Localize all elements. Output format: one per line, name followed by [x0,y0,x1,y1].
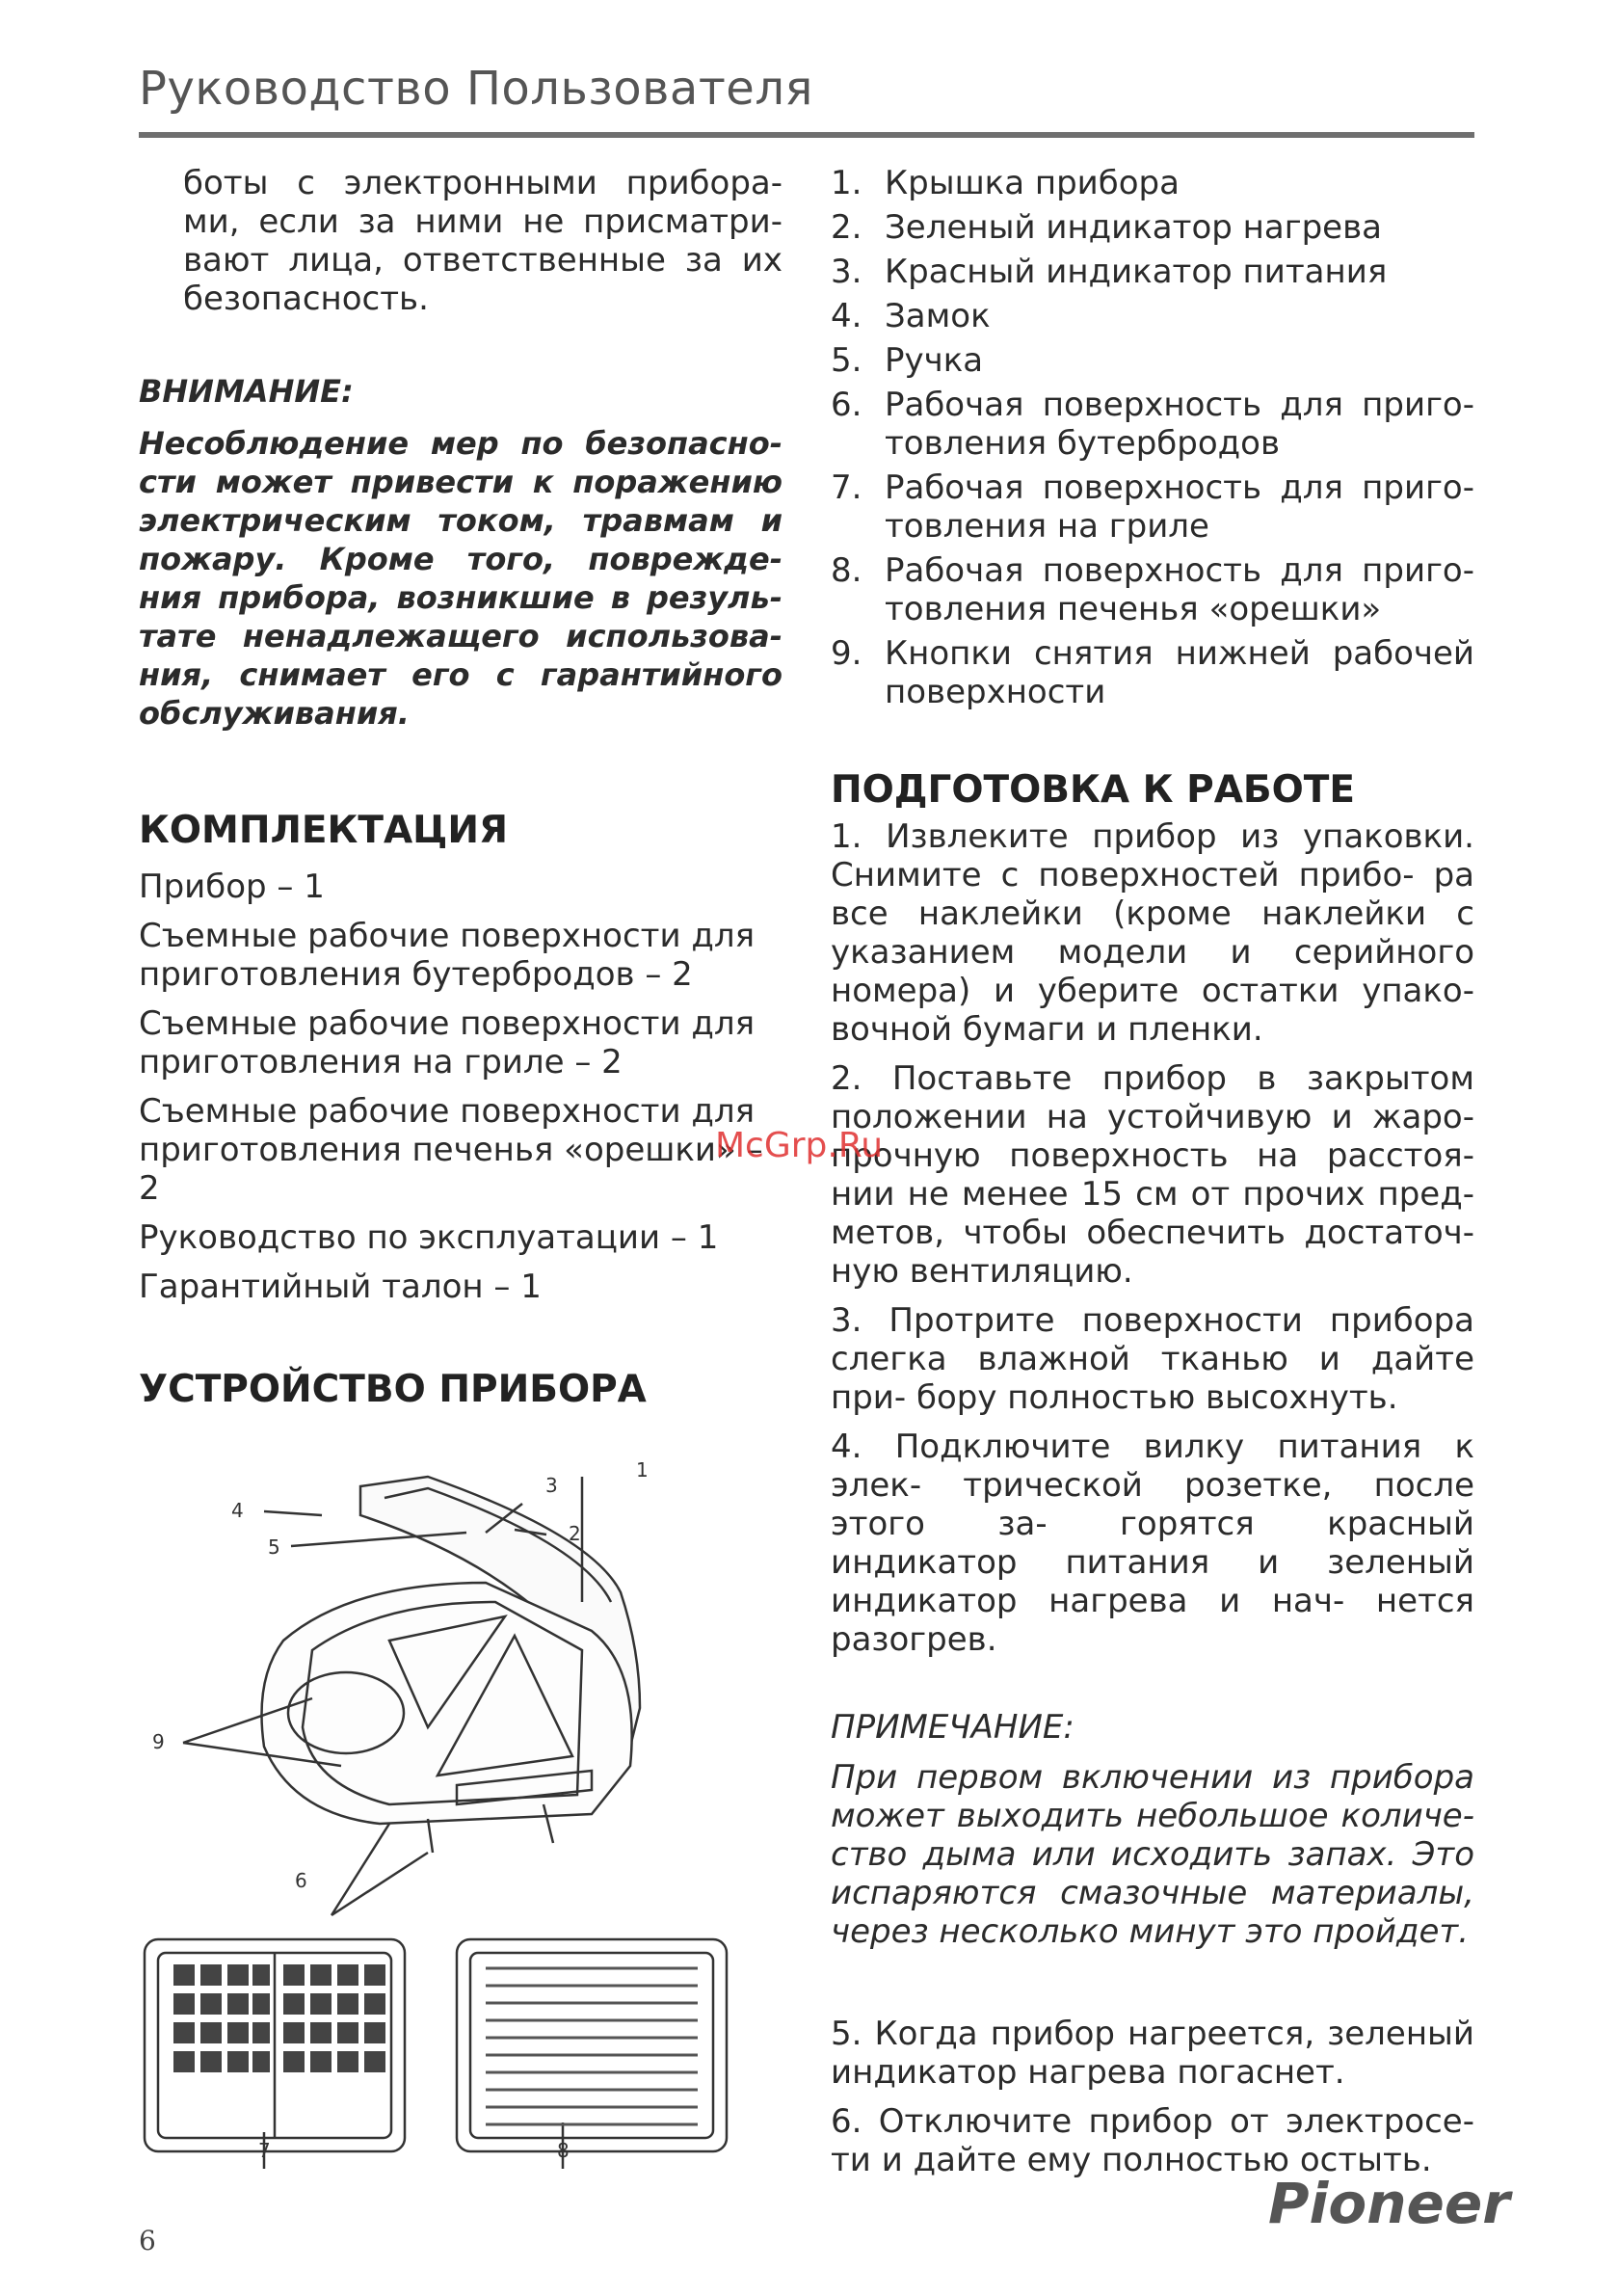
diagram-label: 9 [152,1730,165,1753]
prep-step: 5. Когда прибор нагреется, зеленый индикатор нагрева погаснет. [831,2015,1474,2092]
brand-logo: Pioneer [1268,2171,1510,2236]
prep-step: 2. Поставьте прибор в закрытом положении на устойчивую и жаро- прочную поверхность на расстоя- нии не менее 15 см от прочих пред- метов, чтобы обеспечить достаточ- ную вентиляцию. [831,1059,1474,1291]
prep-title: ПОДГОТОВКА К РАБОТЕ [831,768,1356,812]
note-text: При первом включении из прибора может выходить небольшое количе- ство дыма или исходить запах. Это испаряются смазочные материалы, через несколько минут это пройдет. [831,1758,1474,1951]
list-item: 7. Рабочая поверхность для приго- товления на гриле [831,468,1474,546]
kit-item: Съемные рабочие поверхности для приготовления на гриле – 2 [139,1004,756,1081]
prep-step: 6. Отключите прибор от электросе- ти и дайте ему полностью остыть. [831,2102,1474,2179]
left-column [139,164,782,1413]
list-item: 4. Замок [831,297,991,335]
watermark: McGrp.Ru [715,1126,884,1165]
device-diagram [139,1457,736,2171]
list-item: 1. Крышка прибора [831,164,1180,202]
diagram-label: 4 [231,1499,244,1522]
list-item: 5. Ручка [831,341,984,380]
diagram-label: 2 [569,1522,581,1545]
list-item: 2. Зеленый индикатор нагрева [831,208,1382,247]
kit-item: Съемные рабочие поверхности для приготовления бутербродов – 2 [139,917,756,994]
prep-step: 3. Протрите поверхности прибора слегка влажной тканью и дайте при- бору полностью высохнуть. [831,1301,1474,1417]
list-item: 9. Кнопки снятия нижней рабочей поверхности [831,634,1474,711]
kit-item: Прибор – 1 [139,868,325,906]
list-item: 8. Рабочая поверхность для приго- товления печенья «орешки» [831,551,1474,628]
note-title: ПРИМЕЧАНИЕ: [831,1708,1074,1747]
sandwich-maker-illustration [139,1457,736,2171]
prep-step: 1. Извлеките прибор из упаковки. Снимите с поверхностей прибо- ра все наклейки (кроме наклейки с указанием модели и серийного номера) и уберите остатки упако- вочной бумаги и пленки. [831,817,1474,1049]
right-column [831,164,1474,2190]
list-item: 3. Красный индикатор питания [831,253,1388,291]
diagram-label: 3 [545,1474,558,1497]
diagram-label: 8 [557,2139,570,2162]
diagram-label: 6 [295,1869,307,1892]
parts-list [831,164,1474,711]
diagram-label: 1 [636,1458,649,1482]
page-number: 6 [139,2225,156,2256]
diagram-label: 5 [268,1535,280,1559]
kit-item: Руководство по эксплуатации – 1 [139,1218,719,1257]
device-title: УСТРОЙСТВО ПРИБОРА [139,1368,647,1411]
warning-text: Несоблюдение мер по безопасно- сти может привести к поражению электрическим током, травмам и пожару. Кроме того, поврежде- ния прибора, возникшие в резуль- тате ненадлежащего использова- ния, снимает его с гарантийного обслуживания. [139,425,782,732]
kit-item: Гарантийный талон – 1 [139,1268,542,1306]
title-rule [139,132,1474,138]
warning-title: ВНИМАНИЕ: [139,373,354,410]
diagram-label: 7 [258,2139,271,2162]
page-title: Руководство Пользователя [139,62,813,116]
kit-item: Съемные рабочие поверхности для приготовления печенья «орешки» – 2 [139,1092,763,1208]
intro-text: боты с электронными прибора- ми, если за ними не присматри- вают лица, ответственные за их безопасность. [183,164,782,318]
list-item: 6. Рабочая поверхность для приго- товления бутербродов [831,386,1474,463]
prep-step: 4. Подключите вилку питания к элек- трической розетке, после этого за- горятся красный индикатор питания и зеленый индикатор нагрева и нач- нется разогрев. [831,1428,1474,1659]
kit-title: КОМПЛЕКТАЦИЯ [139,809,509,852]
